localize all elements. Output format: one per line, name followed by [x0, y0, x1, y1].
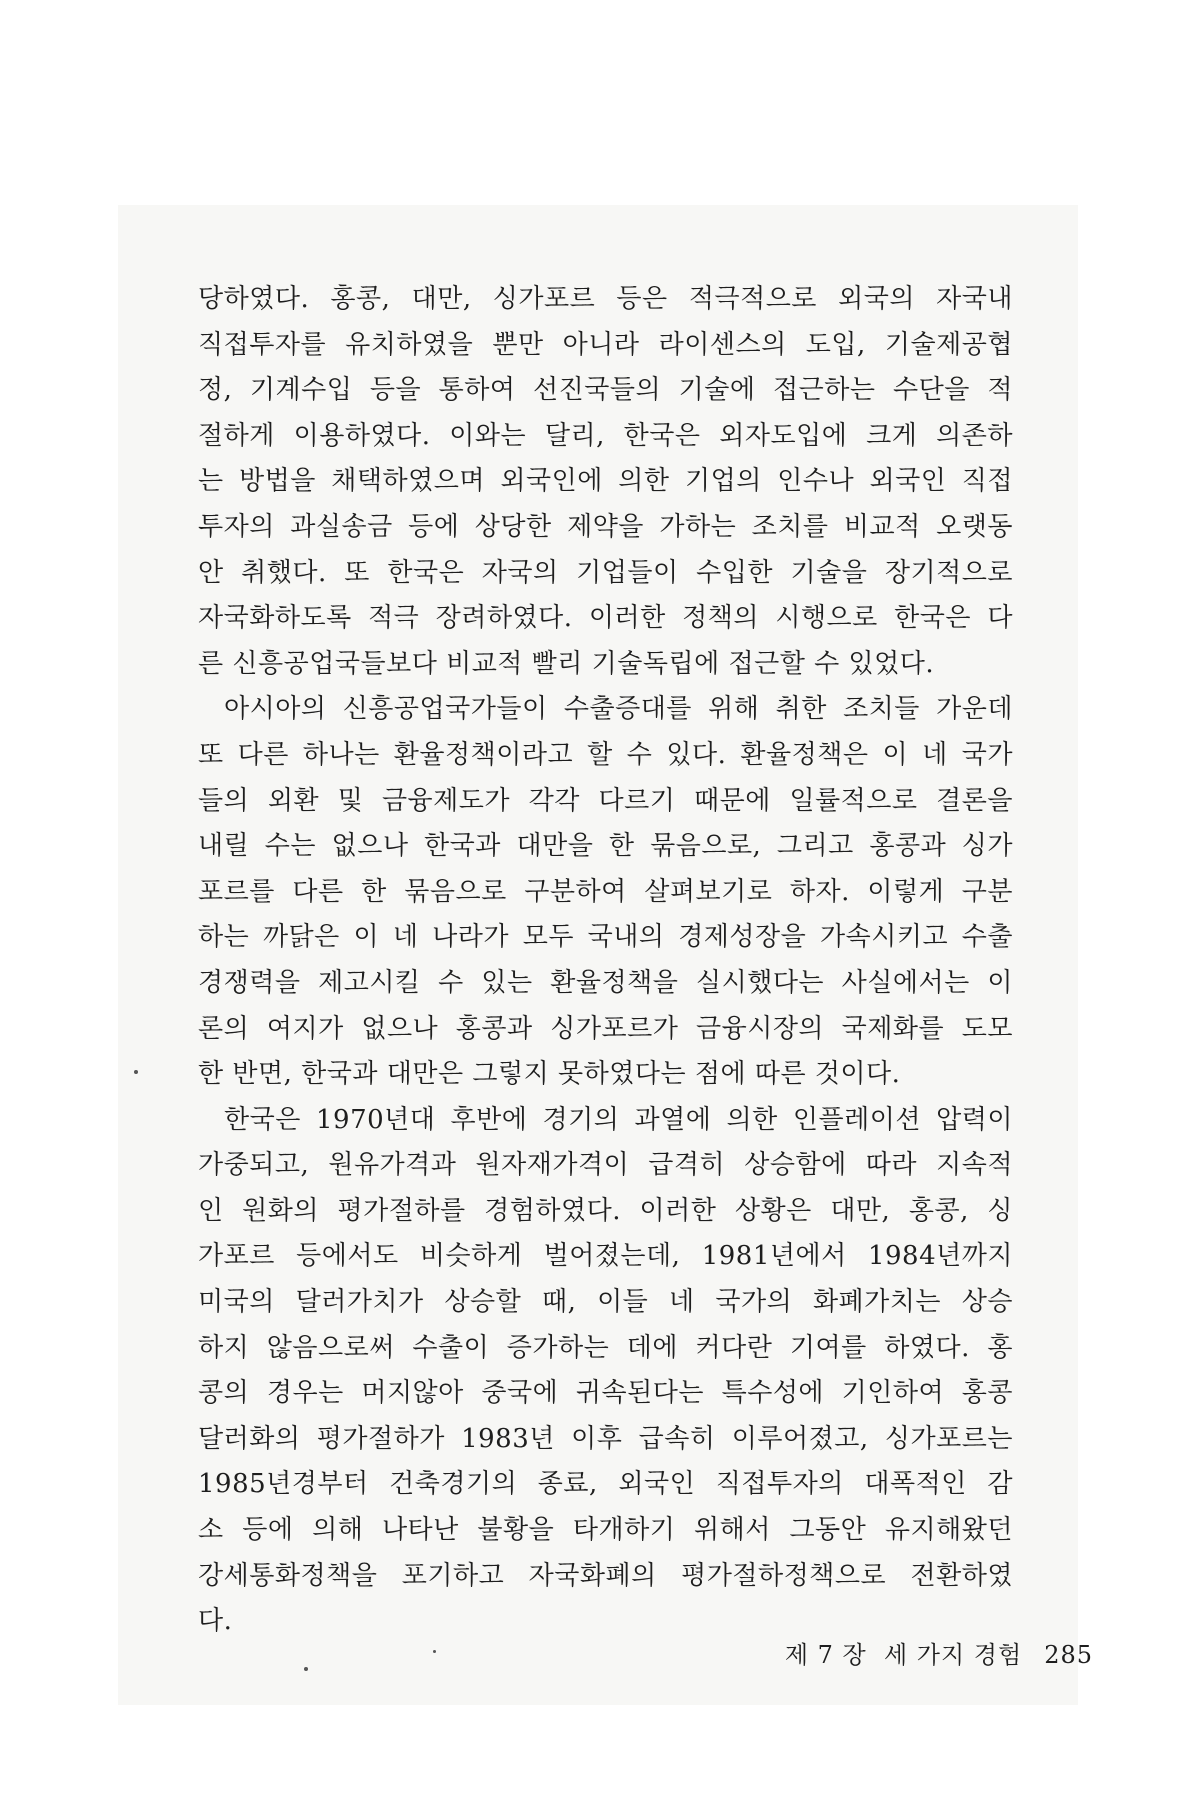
text-line: 하는 까닭은 이 네 나라가 모두 국내의 경제성장을 가속시키고 수출	[198, 922, 1013, 953]
text-line: 는 방법을 채택하였으며 외국인에 의한 기업의 인수나 외국인 직접	[198, 466, 1013, 497]
chapter-title: 제 7 장 세 가지 경험	[784, 1641, 1023, 1669]
page-footer	[198, 1635, 1093, 1670]
scan-speck	[134, 1070, 138, 1074]
scan-speck	[304, 1667, 308, 1671]
text-line: 경쟁력을 제고시킬 수 있는 환율정책을 실시했다는 사실에서는 이	[198, 967, 1013, 998]
text-line: 들의 외환 및 금융제도가 각각 다르기 때문에 일률적으로 결론을	[198, 785, 1013, 816]
text-line: 1985년경부터 건축경기의 종료, 외국인 직접투자의 대폭적인 감	[198, 1469, 1013, 1500]
text-line: 강세통화정책을 포기하고 자국화폐의 평가절하정책으로 전환하였	[198, 1560, 1013, 1591]
paragraph-2	[198, 687, 1013, 1097]
text-line: 달러화의 평가절하가 1983년 이후 급속히 이루어졌고, 싱가포르는	[198, 1423, 1013, 1454]
text-line: 또 다른 하나는 환율정책이라고 할 수 있다. 환율정책은 이 네 국가	[198, 739, 1013, 770]
text-line: 미국의 달러가치가 상승할 때, 이들 네 국가의 화폐가치는 상승	[198, 1287, 1013, 1318]
text-line: 당하였다. 홍콩, 대만, 싱가포르 등은 적극적으로 외국의 자국내	[198, 284, 1013, 314]
text-line: 포르를 다른 한 묶음으로 구분하여 살펴보기로 하자. 이렇게 구분	[198, 876, 1013, 907]
text-line: 한국은 1970년대 후반에 경기의 과열에 의한 인플레이션 압력이	[224, 1104, 1013, 1135]
text-line: 가중되고, 원유가격과 원자재가격이 급격히 상승함에 따라 지속적	[198, 1150, 1013, 1181]
body-text	[198, 277, 1093, 1669]
text-line: 절하게 이용하였다. 이와는 달리, 한국은 외자도입에 크게 의존하	[198, 420, 1013, 451]
text-line: 콩의 경우는 머지않아 중국에 귀속된다는 특수성에 기인하여 홍콩	[198, 1378, 1013, 1409]
book-page	[118, 205, 1093, 1705]
paragraph-1	[198, 277, 1013, 687]
text-line: 안 취했다. 또 한국은 자국의 기업들이 수입한 기술을 장기적으로	[198, 557, 1013, 588]
text-line: 투자의 과실송금 등에 상당한 제약을 가하는 조치를 비교적 오랫동	[198, 511, 1013, 542]
page-number: 285	[1044, 1641, 1093, 1669]
text-line: 한 반면, 한국과 대만은 그렇지 못하였다는 점에 따른 것이다.	[198, 1059, 901, 1090]
text-line: 론의 여지가 없으나 홍콩과 싱가포르가 금융시장의 국제화를 도모	[198, 1013, 1013, 1044]
text-line: 정, 기계수입 등을 통하여 선진국들의 기술에 접근하는 수단을 적	[198, 375, 1013, 406]
text-line: 하지 않음으로써 수출이 증가하는 데에 커다란 기여를 하였다. 홍	[198, 1332, 1013, 1363]
text-line: 자국화하도록 적극 장려하였다. 이러한 정책의 시행으로 한국은 다	[198, 603, 1013, 634]
text-line: 직접투자를 유치하였을 뿐만 아니라 라이센스의 도입, 기술제공협	[198, 329, 1013, 360]
text-line: 가포르 등에서도 비슷하게 벌어졌는데, 1981년에서 1984년까지	[198, 1241, 1013, 1272]
scan-speck	[433, 1650, 436, 1653]
text-line: 른 신흥공업국들보다 비교적 빨리 기술독립에 접근할 수 있었다.	[198, 648, 935, 679]
text-line: 소 등에 의해 나타난 불황을 타개하기 위해서 그동안 유지해왔던	[198, 1515, 1013, 1546]
text-line: 다.	[198, 1606, 233, 1637]
paragraph-3	[198, 1098, 1013, 1645]
text-line: 인 원화의 평가절하를 경험하였다. 이러한 상황은 대만, 홍콩, 싱	[198, 1195, 1013, 1226]
text-line: 내릴 수는 없으나 한국과 대만을 한 묶음으로, 그리고 홍콩과 싱가	[198, 831, 1013, 862]
text-line: 아시아의 신흥공업국가들이 수출증대를 위해 취한 조치들 가운데	[224, 694, 1013, 725]
